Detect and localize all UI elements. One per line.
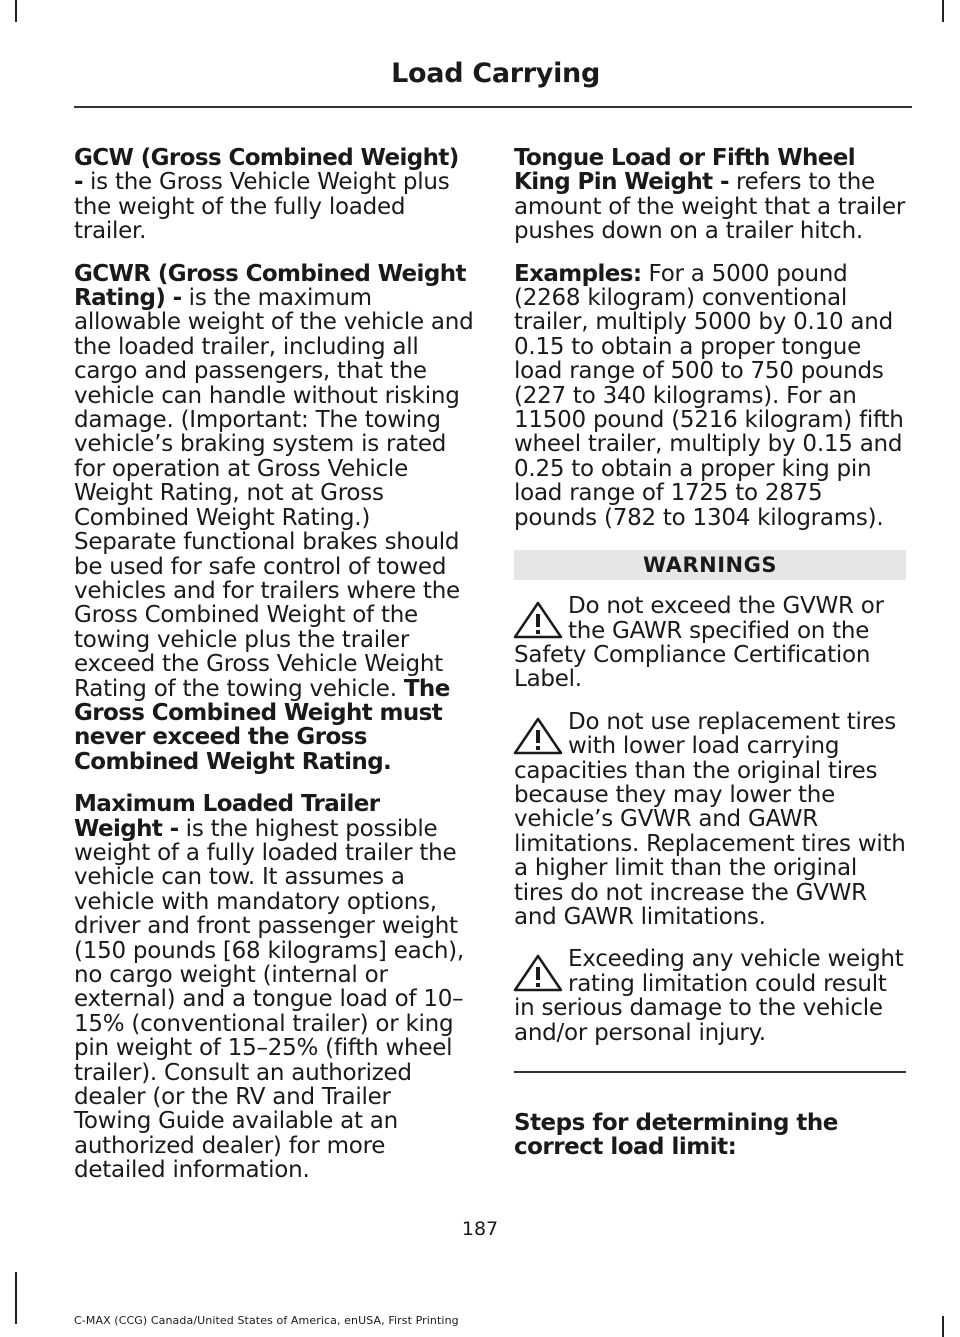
gcw-text: is the Gross Vehicle Weight plus the weight of the fully loaded trailer. bbox=[74, 169, 450, 245]
crop-mark bbox=[15, 0, 17, 22]
examples-text: For a 5000 pound (2268 kilogram) conventional trailer, multiply 5000 by 0.10 and 0.15 to obtain a proper tongue load range of 500 to 750 pounds (227 to 340 kilograms). For an 11500 pound (5216 kilogram) fifth wheel trailer, multiply by 0.15 and 0.25 to obtain a proper king pin load range of 1725 to 2875 pounds (782 to 1304 kilograms). bbox=[514, 260, 904, 531]
gcwr-text: is the maximum allowable weight of the vehicle and the loaded trailer, including all cargo and passengers, that the vehicle can handle without risking damage. (Important: The towing vehicle’s braking system is rated for operation at Gross Vehicle Weight Rating, not at Gross Combined Weight Rating.) Separate functional brakes should be used for safe control of towed vehicles and for trailers where the Gross Combined Weight of the towing vehicle plus the trailer exceed the Gross Vehicle Weight Rating of the towing vehicle. bbox=[74, 285, 474, 702]
header-divider bbox=[74, 106, 912, 108]
warning-triangle-icon bbox=[512, 953, 564, 993]
footer-text: C-MAX (CCG) Canada/United States of America, enUSA, First Printing bbox=[74, 1314, 459, 1327]
steps-heading: Steps for determining the correct load limit: bbox=[514, 1110, 838, 1161]
warning-item bbox=[514, 594, 906, 692]
warning-text: Do not use replacement tires with lower load carrying capacities than the original tires because they may lower the vehicle’s GVWR and GAWR limitations. Replacement tires with a higher limit than the original tires do not increase the GVWR and GAWR limitations. bbox=[514, 708, 906, 930]
right-column bbox=[514, 146, 906, 1160]
warning-text: Exceeding any vehicle weight rating limitation could result in serious damage to the vehicle and/or personal injury. bbox=[514, 946, 904, 1046]
examples-paragraph bbox=[514, 262, 906, 530]
gcw-definition bbox=[74, 146, 474, 244]
page-title: Load Carrying bbox=[391, 58, 600, 89]
mltw-term: Maximum Loaded Trailer Weight - bbox=[74, 791, 380, 842]
warning-item bbox=[514, 710, 906, 930]
tongue-load-text: refers to the amount of the weight that a trailer pushes down on a trailer hitch. bbox=[514, 169, 906, 245]
tongue-load-definition bbox=[514, 146, 906, 244]
warning-item bbox=[514, 947, 906, 1045]
warnings-header: WARNINGS bbox=[514, 550, 906, 580]
gcwr-term: GCWR (Gross Combined Weight Rating) - bbox=[74, 260, 466, 312]
crop-mark bbox=[942, 0, 944, 22]
warning-text: Do not exceed the GVWR or the GAWR specified on the Safety Compliance Certification Label. bbox=[514, 593, 884, 693]
crop-mark bbox=[942, 1316, 944, 1337]
mltw-text: is the highest possible weight of a fully loaded trailer the vehicle can tow. It assumes a vehicle with mandatory options, driver and front passenger weight (150 pounds [68 kilograms] each), no cargo weight (internal or external) and a tongue load of 10–15% (conventional trailer) or king pin weight of 15–25% (fifth wheel trailer). Consult an authorized dealer (or the RV and Trailer Towing Guide available at an authorized dealer) for more detailed information. bbox=[74, 815, 464, 1184]
examples-term: Examples: bbox=[514, 260, 642, 287]
warning-triangle-icon bbox=[512, 600, 564, 640]
page-number: 187 bbox=[461, 1218, 499, 1240]
left-column bbox=[74, 146, 474, 1201]
warning-triangle-icon bbox=[512, 716, 564, 756]
tongue-load-term: Tongue Load or Fifth Wheel King Pin Weight - bbox=[514, 145, 856, 196]
section-divider bbox=[514, 1071, 906, 1073]
gcwr-emphasis: The Gross Combined Weight must never exceed the Gross Combined Weight Rating. bbox=[74, 675, 450, 775]
gcw-term: GCW (Gross Combined Weight) - bbox=[74, 145, 459, 196]
crop-mark bbox=[15, 1272, 17, 1324]
gcwr-definition bbox=[74, 262, 474, 775]
mltw-definition bbox=[74, 792, 474, 1183]
